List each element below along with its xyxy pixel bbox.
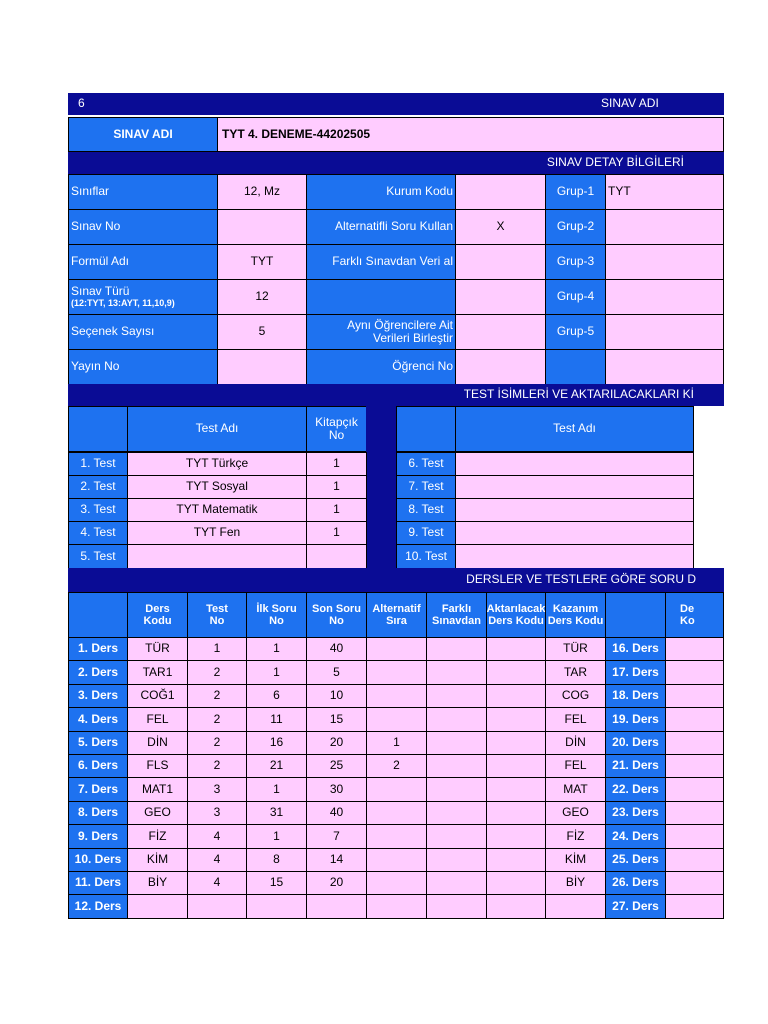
lesson-ilk-field[interactable]: 11 xyxy=(246,707,307,732)
lessons-header-cell xyxy=(665,592,724,638)
lesson-row-label: 12. Ders xyxy=(68,894,128,919)
lessons-header-line1: Farklı xyxy=(441,602,472,615)
test-row-label: 6. Test xyxy=(396,452,456,476)
ayni-ogrenci-label-line2: Verileri Birleştir xyxy=(372,331,453,345)
alternatifli-soru-label: Alternatifli Soru Kullan xyxy=(306,209,456,245)
lesson-alt-field[interactable] xyxy=(366,824,427,849)
lesson-test-field[interactable]: 4 xyxy=(187,824,247,849)
lessons-header-line2: Ders Kodu xyxy=(488,615,544,627)
lesson-farkli-field[interactable] xyxy=(426,848,487,872)
test-row-label: 3. Test xyxy=(68,498,128,522)
lesson-aktar-field[interactable] xyxy=(486,637,546,661)
lesson-alt-field[interactable] xyxy=(366,707,427,732)
grup-4-field[interactable] xyxy=(605,279,724,315)
lessons-header-line1: İlk Soru xyxy=(256,602,297,615)
lesson-ilk-field[interactable]: 31 xyxy=(246,801,307,825)
test-row-label: 4. Test xyxy=(68,521,128,545)
secenek-sayisi-field[interactable]: 5 xyxy=(217,314,307,350)
exam-name-label: SINAV ADI xyxy=(68,117,218,152)
tests-section-title: TEST İSİMLERİ VE AKTARILACAKLARI Kİ xyxy=(68,384,724,406)
sinav-turu-field[interactable]: 12 xyxy=(217,279,307,315)
grup-1-field[interactable]: TYT xyxy=(605,174,724,210)
lessons-header-cell xyxy=(545,592,606,638)
lesson-kod-field[interactable]: COĞ1 xyxy=(127,684,188,708)
lesson-test-field[interactable]: 3 xyxy=(187,777,247,802)
lesson-aktar-field[interactable] xyxy=(486,801,546,825)
lesson-kod-field[interactable] xyxy=(665,894,724,919)
lesson-kod-field[interactable] xyxy=(665,660,724,685)
lesson-row-label: 6. Ders xyxy=(68,754,128,778)
lesson-row-label: 16. Ders xyxy=(605,637,666,661)
test-name-field[interactable]: TYT Fen xyxy=(127,521,307,545)
lesson-test-field[interactable]: 3 xyxy=(187,801,247,825)
lesson-row-label: 20. Ders xyxy=(605,731,666,755)
lesson-aktar-field[interactable] xyxy=(486,894,546,919)
lesson-row-label: 3. Ders xyxy=(68,684,128,708)
lesson-kazanim-field[interactable]: BİY xyxy=(545,871,606,895)
tests-header-kitapcik xyxy=(306,406,367,452)
kitapcik-line1: Kitapçık xyxy=(315,414,358,429)
lesson-kod-field[interactable]: TAR1 xyxy=(127,660,188,685)
lessons-header-line1: Alternatif xyxy=(372,602,421,615)
ogrenci-no-field[interactable] xyxy=(455,349,546,385)
exam-name-value[interactable]: TYT 4. DENEME-44202505 xyxy=(217,117,724,152)
lesson-farkli-field[interactable] xyxy=(426,707,487,732)
lesson-aktar-field[interactable] xyxy=(486,824,546,849)
lessons-header-line1: De xyxy=(680,602,695,615)
grup-5-label: Grup-5 xyxy=(545,314,606,350)
lesson-kod-field[interactable] xyxy=(665,777,724,802)
lesson-test-field[interactable] xyxy=(187,894,247,919)
secenek-sayisi-label: Seçenek Sayısı xyxy=(68,314,218,350)
lesson-aktar-field[interactable] xyxy=(486,731,546,755)
lesson-kod-field[interactable] xyxy=(665,871,724,895)
lesson-row-label: 2. Ders xyxy=(68,660,128,685)
lessons-header-cell xyxy=(426,592,487,638)
lesson-farkli-field[interactable] xyxy=(426,684,487,708)
lesson-farkli-field[interactable] xyxy=(426,894,487,919)
alternatifli-soru-field[interactable]: X xyxy=(455,209,546,245)
farkli-sinav-label: Farklı Sınavdan Veri al xyxy=(306,244,456,280)
kurum-kodu-field[interactable] xyxy=(455,174,546,210)
lesson-kod-field[interactable]: FEL xyxy=(127,707,188,732)
sheet-number: 6 xyxy=(78,96,85,111)
lesson-kod-field[interactable]: TÜR xyxy=(127,637,188,661)
lesson-son-field[interactable]: 25 xyxy=(306,754,367,778)
test-kitapcik-field[interactable]: 1 xyxy=(306,521,367,545)
lesson-ilk-field[interactable]: 1 xyxy=(246,660,307,685)
test-name-field[interactable]: TYT Sosyal xyxy=(127,475,307,499)
lesson-kod-field[interactable] xyxy=(665,754,724,778)
lesson-son-field[interactable]: 20 xyxy=(306,871,367,895)
lesson-kod-field[interactable] xyxy=(665,824,724,849)
lesson-farkli-field[interactable] xyxy=(426,801,487,825)
lesson-ilk-field[interactable]: 21 xyxy=(246,754,307,778)
grup-5-field[interactable] xyxy=(605,314,724,350)
lesson-son-field[interactable]: 14 xyxy=(306,848,367,872)
test-row-label: 2. Test xyxy=(68,475,128,499)
lesson-kazanim-field[interactable]: FEL xyxy=(545,754,606,778)
lesson-kazanim-field[interactable] xyxy=(545,894,606,919)
lesson-farkli-field[interactable] xyxy=(426,731,487,755)
lesson-alt-field[interactable] xyxy=(366,848,427,872)
lesson-aktar-field[interactable] xyxy=(486,871,546,895)
kitapcik-line2: No xyxy=(328,428,345,442)
right-blank-strip xyxy=(694,406,724,570)
lessons-header-cell xyxy=(486,592,546,638)
lesson-kod-field[interactable]: BİY xyxy=(127,871,188,895)
tests-header-test-adi-right: Test Adı xyxy=(455,406,694,452)
sinav-turu-hint: (12:TYT, 13:AYT, 11,10,9) xyxy=(71,297,175,308)
lesson-son-field[interactable]: 30 xyxy=(306,777,367,802)
grup-4-label: Grup-4 xyxy=(545,279,606,315)
empty-value-cell[interactable] xyxy=(455,279,546,315)
formul-adi-field[interactable]: TYT xyxy=(217,244,307,280)
lesson-alt-field[interactable] xyxy=(366,660,427,685)
lesson-test-field[interactable]: 1 xyxy=(187,637,247,661)
lesson-aktar-field[interactable] xyxy=(486,777,546,802)
lesson-row-label: 11. Ders xyxy=(68,871,128,895)
grup-2-field[interactable] xyxy=(605,209,724,245)
lesson-son-field[interactable]: 40 xyxy=(306,637,367,661)
lessons-header-cell xyxy=(187,592,247,638)
lesson-kod-field[interactable] xyxy=(665,731,724,755)
lesson-row-label: 8. Ders xyxy=(68,801,128,825)
lesson-kod-field[interactable] xyxy=(665,637,724,661)
ogrenci-no-label: Öğrenci No xyxy=(306,349,456,385)
grup-2-label: Grup-2 xyxy=(545,209,606,245)
lessons-header-line2: No xyxy=(209,615,225,627)
lessons-header-line1: Test xyxy=(206,602,228,615)
lesson-row-label: 22. Ders xyxy=(605,777,666,802)
lesson-test-field[interactable]: 2 xyxy=(187,731,247,755)
test-name-field[interactable] xyxy=(455,452,694,476)
lesson-row-label: 7. Ders xyxy=(68,777,128,802)
lesson-row-label: 4. Ders xyxy=(68,707,128,732)
lesson-aktar-field[interactable] xyxy=(486,707,546,732)
lesson-row-label: 5. Ders xyxy=(68,731,128,755)
lesson-ilk-field[interactable]: 1 xyxy=(246,637,307,661)
lessons-header-line2: Kodu xyxy=(143,615,172,627)
test-row-label: 8. Test xyxy=(396,498,456,522)
test-kitapcik-field[interactable] xyxy=(306,544,367,570)
lessons-header-line2: Ders Kodu xyxy=(547,615,604,627)
sinav-turu-label: Sınav Türü xyxy=(71,284,130,299)
lesson-kazanim-field[interactable]: FİZ xyxy=(545,824,606,849)
lesson-alt-field[interactable] xyxy=(366,871,427,895)
lesson-farkli-field[interactable] xyxy=(426,777,487,802)
lesson-kod-field[interactable] xyxy=(665,684,724,708)
lesson-alt-field[interactable]: 1 xyxy=(366,731,427,755)
lesson-son-field[interactable] xyxy=(306,894,367,919)
test-row-label: 10. Test xyxy=(396,544,456,570)
sheet-title: SINAV ADI xyxy=(601,96,659,111)
grup-1-label: Grup-1 xyxy=(545,174,606,210)
lessons-header-cell xyxy=(246,592,307,638)
empty-label-cell xyxy=(306,279,456,315)
ayni-ogrenci-label-line1: Aynı Öğrencilere Ait xyxy=(347,317,453,332)
lesson-farkli-field[interactable] xyxy=(426,871,487,895)
lesson-row-label: 24. Ders xyxy=(605,824,666,849)
lesson-test-field[interactable]: 4 xyxy=(187,871,247,895)
lesson-kazanim-field[interactable]: COG xyxy=(545,684,606,708)
lessons-header-cell xyxy=(366,592,427,638)
test-row-label: 1. Test xyxy=(68,452,128,476)
test-kitapcik-field[interactable]: 1 xyxy=(306,475,367,499)
lesson-kazanim-field[interactable]: TÜR xyxy=(545,637,606,661)
lesson-ilk-field[interactable]: 16 xyxy=(246,731,307,755)
lesson-alt-field[interactable] xyxy=(366,637,427,661)
yayin-no-label: Yayın No xyxy=(68,349,218,385)
lesson-kod-field[interactable]: FİZ xyxy=(127,824,188,849)
lesson-alt-field[interactable] xyxy=(366,894,427,919)
sinav-turu-label-cell xyxy=(68,279,218,315)
lesson-kod-field[interactable]: KİM xyxy=(127,848,188,872)
test-row-label: 7. Test xyxy=(396,475,456,499)
lesson-kazanim-field[interactable]: FEL xyxy=(545,707,606,732)
lesson-kazanim-field[interactable]: KİM xyxy=(545,848,606,872)
lesson-son-field[interactable]: 20 xyxy=(306,731,367,755)
lessons-header-line1: Son Soru xyxy=(312,602,361,615)
lesson-farkli-field[interactable] xyxy=(426,824,487,849)
lesson-ilk-field[interactable]: 15 xyxy=(246,871,307,895)
detail-section-title: SINAV DETAY BİLGİLERİ xyxy=(68,152,724,174)
lesson-row-label: 18. Ders xyxy=(605,684,666,708)
lesson-row-label: 25. Ders xyxy=(605,848,666,872)
test-name-field[interactable] xyxy=(127,544,307,570)
lesson-kod-field[interactable] xyxy=(665,707,724,732)
lesson-kod-field[interactable] xyxy=(665,801,724,825)
lessons-header-cell xyxy=(306,592,367,638)
lessons-header-line1: Aktarılacak xyxy=(486,602,546,615)
formul-adi-label: Formül Adı xyxy=(68,244,218,280)
siniflar-field[interactable]: 12, Mz xyxy=(217,174,307,210)
ayni-ogrenci-field[interactable] xyxy=(455,314,546,350)
lesson-kod-field[interactable]: FLS xyxy=(127,754,188,778)
lesson-row-label: 23. Ders xyxy=(605,801,666,825)
lesson-aktar-field[interactable] xyxy=(486,754,546,778)
grup-3-label: Grup-3 xyxy=(545,244,606,280)
lessons-header-cell xyxy=(127,592,188,638)
lesson-son-field[interactable]: 15 xyxy=(306,707,367,732)
lessons-header-line1: Ders xyxy=(145,602,170,615)
test-row-label: 5. Test xyxy=(68,544,128,570)
test-kitapcik-field[interactable]: 1 xyxy=(306,452,367,476)
test-row-label: 9. Test xyxy=(396,521,456,545)
lessons-header-line2: No xyxy=(329,615,344,627)
lesson-ilk-field[interactable]: 8 xyxy=(246,848,307,872)
lesson-kod-field[interactable]: DİN xyxy=(127,731,188,755)
grup-3-field[interactable] xyxy=(605,244,724,280)
lesson-alt-field[interactable]: 2 xyxy=(366,754,427,778)
yayin-no-field[interactable] xyxy=(217,349,307,385)
lesson-son-field[interactable]: 10 xyxy=(306,684,367,708)
lesson-row-label: 21. Ders xyxy=(605,754,666,778)
lesson-son-field[interactable]: 40 xyxy=(306,801,367,825)
lesson-farkli-field[interactable] xyxy=(426,754,487,778)
lesson-row-label: 9. Ders xyxy=(68,824,128,849)
tests-header-blank-right xyxy=(396,406,456,452)
sinav-no-field[interactable] xyxy=(217,209,307,245)
lesson-aktar-field[interactable] xyxy=(486,684,546,708)
tests-header-blank-left xyxy=(68,406,128,452)
lesson-row-label: 26. Ders xyxy=(605,871,666,895)
lesson-farkli-field[interactable] xyxy=(426,660,487,685)
test-kitapcik-field[interactable]: 1 xyxy=(306,498,367,522)
lesson-kod-field[interactable]: GEO xyxy=(127,801,188,825)
lesson-kod-field[interactable]: MAT1 xyxy=(127,777,188,802)
lesson-aktar-field[interactable] xyxy=(486,660,546,685)
tests-header-test-adi-left: Test Adı xyxy=(127,406,307,452)
lesson-farkli-field[interactable] xyxy=(426,637,487,661)
sinav-no-label: Sınav No xyxy=(68,209,218,245)
lesson-row-label: 27. Ders xyxy=(605,894,666,919)
lessons-header-cell xyxy=(605,592,666,638)
lesson-row-label: 10. Ders xyxy=(68,848,128,872)
test-name-field[interactable] xyxy=(455,498,694,522)
lesson-test-field[interactable]: 2 xyxy=(187,707,247,732)
kurum-kodu-label: Kurum Kodu xyxy=(306,174,456,210)
lesson-row-label: 1. Ders xyxy=(68,637,128,661)
lessons-header-line2: Sıra xyxy=(386,615,407,627)
lesson-row-label: 19. Ders xyxy=(605,707,666,732)
lesson-son-field[interactable]: 7 xyxy=(306,824,367,849)
lessons-header-line2: Ko xyxy=(680,615,695,627)
lesson-test-field[interactable]: 2 xyxy=(187,660,247,685)
lessons-section-title: DERSLER VE TESTLERE GÖRE SORU D xyxy=(68,568,724,592)
test-name-field[interactable] xyxy=(455,475,694,499)
lesson-kod-field[interactable] xyxy=(127,894,188,919)
test-name-field[interactable] xyxy=(455,544,694,570)
siniflar-label: Sınıflar xyxy=(68,174,218,210)
test-name-field[interactable]: TYT Türkçe xyxy=(127,452,307,476)
farkli-sinav-field[interactable] xyxy=(455,244,546,280)
lesson-alt-field[interactable] xyxy=(366,684,427,708)
lesson-son-field[interactable]: 5 xyxy=(306,660,367,685)
lessons-header-line2: Sınavdan xyxy=(432,615,481,627)
lesson-ilk-field[interactable] xyxy=(246,894,307,919)
lesson-alt-field[interactable] xyxy=(366,777,427,802)
lesson-kazanim-field[interactable]: MAT xyxy=(545,777,606,802)
lesson-test-field[interactable]: 4 xyxy=(187,848,247,872)
lesson-kod-field[interactable] xyxy=(665,848,724,872)
lesson-kazanim-field[interactable]: TAR xyxy=(545,660,606,685)
lesson-row-label: 17. Ders xyxy=(605,660,666,685)
tests-divider xyxy=(366,406,397,570)
test-name-field[interactable]: TYT Matematik xyxy=(127,498,307,522)
lesson-alt-field[interactable] xyxy=(366,801,427,825)
ayni-ogrenci-label-cell xyxy=(306,314,456,350)
test-name-field[interactable] xyxy=(455,521,694,545)
lesson-ilk-field[interactable]: 1 xyxy=(246,777,307,802)
lesson-test-field[interactable]: 2 xyxy=(187,684,247,708)
lesson-kazanim-field[interactable]: GEO xyxy=(545,801,606,825)
lesson-ilk-field[interactable]: 1 xyxy=(246,824,307,849)
lesson-test-field[interactable]: 2 xyxy=(187,754,247,778)
blank-blue-cell xyxy=(545,349,606,385)
lessons-header-line2: No xyxy=(269,615,284,627)
lessons-header-line1: Kazanım xyxy=(552,602,599,615)
blank-pink-cell[interactable] xyxy=(605,349,724,385)
lesson-aktar-field[interactable] xyxy=(486,848,546,872)
title-bar xyxy=(68,93,724,115)
lesson-ilk-field[interactable]: 6 xyxy=(246,684,307,708)
lessons-header-cell xyxy=(68,592,128,638)
lesson-kazanim-field[interactable]: DİN xyxy=(545,731,606,755)
